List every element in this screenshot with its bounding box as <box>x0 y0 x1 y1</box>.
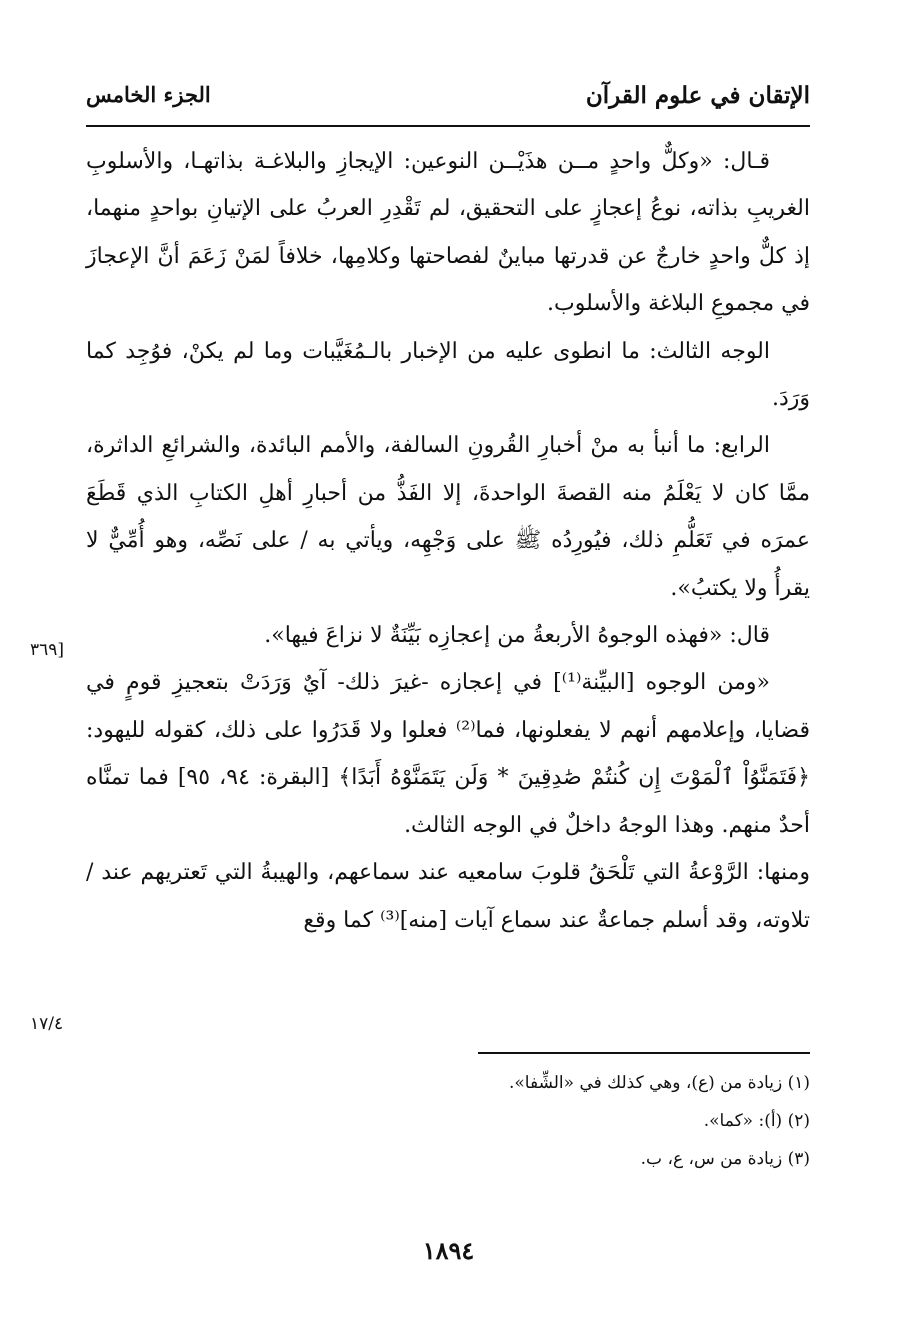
paragraph: الوجه الثالث: ما انطوى عليه من الإخبار بالـمُغَيَّبات وما لم يكنْ، فوُجِد كما وَرَدَ. <box>86 338 810 412</box>
paragraph: ومنها: الرَّوْعةُ التي تَلْحَقُ قلوبَ سامعيه عند سماعهم، والهيبةُ التي تَعتريهم عند / تلاوته، وقد أسلم جماعةٌ عند سماع آيات [منه]⁽³⁾ كما وقع <box>86 860 810 933</box>
page-number: ١٨٩٤ <box>422 1236 475 1265</box>
main-text <box>86 138 810 944</box>
running-header <box>86 78 810 122</box>
margin-reference: ١٧/٤ <box>30 1014 64 1034</box>
footnote: (١) زيادة من (ع)، وهي كذلك في «الشِّفا». <box>509 1073 810 1093</box>
paragraph: قـال: «وكلٌّ واحدٍ مــن هذَيْــن النوعين: الإيجازِ والبلاغـة بذاتهـا، والأسلوبِ الغريبِ بذاته، نوعُ إعجازٍ على التحقيق، لم تَقْدِرِ العربُ على الإتيانِ بواحدٍ منهما، إذ كلٌّ واحدٍ خارجٌ عن قدرتها مباينٌ لفصاحتها وكلامِها، خلافاً لمَنْ زَعَمَ أنَّ الإعجازَ في مجموعِ البلاغة والأسلوب. <box>86 149 810 317</box>
paragraph: «ومن الوجوه [البيِّنة⁽¹⁾] في إعجازه -غيرَ ذلك- آيٌ وَرَدَتْ بتعجيزِ قومٍ في قضايا، وإعلامهم أنهم لا يفعلونها، فما⁽²⁾ فعلوا ولا قَدَرُوا على ذلك، كقوله لليهود: ﴿فَتَمَنَّوُاْ ٱلْمَوْتَ إِن كُنتُمْ صَٰدِقِينَ * وَلَن يَتَمَنَّوْهُ أَبَدًا﴾ [البقرة: ٩٤، ٩٥] فما تمنَّاه أحدٌ منهم. وهذا الوجهُ داخلٌ في الوجه الثالث. <box>86 670 811 838</box>
book-title: الإتقان في علوم القرآن <box>585 82 810 109</box>
part-title: الجزء الخامس <box>86 82 211 107</box>
footnote: (٣) زيادة من س، ع، ب. <box>640 1149 810 1169</box>
footnotes <box>86 1064 810 1178</box>
margin-reference: [٣٦٩ <box>30 640 65 660</box>
footnote: (٢) (أ): «كما». <box>703 1111 810 1131</box>
paragraph: الرابع: ما أنبأ به منْ أخبارِ القُرونِ السالفة، والأمم البائدة، والشرائعِ الداثرة، ممَّا كان لا يَعْلَمُ منه القصةَ الواحدةَ، إلا الفَذُّ من أحبارِ أهلِ الكتابِ الذي قَطَعَ عمرَه في تَعَلُّمِ ذلك، فيُورِدُه ﷺ على وَجْهِه، ويأتي به / على نَصِّه، وهو أُمِّيٌّ لا يقرأُ ولا يكتبُ». <box>86 433 810 601</box>
footnote-divider <box>478 1052 810 1054</box>
paragraph: قال: «فهذه الوجوهُ الأربعةُ من إعجازِه بَيِّنَةٌ لا نزاعَ فيها». <box>264 623 770 649</box>
header-divider <box>86 125 810 127</box>
